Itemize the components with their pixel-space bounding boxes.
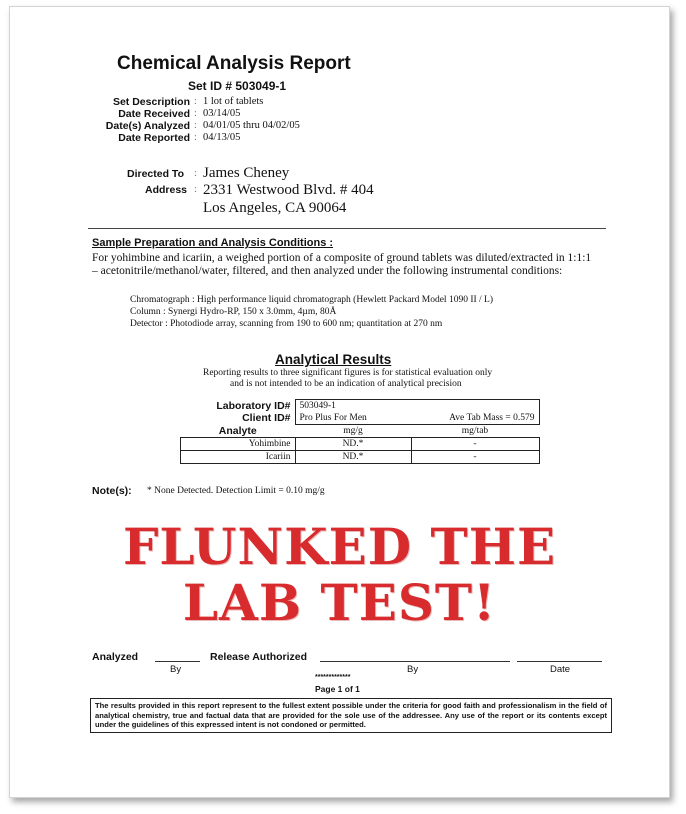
- analyte-name: Icariin: [181, 451, 296, 464]
- colon: :: [194, 132, 197, 143]
- report-title: Chemical Analysis Report: [117, 53, 351, 74]
- col-mgg: mg/g: [295, 425, 411, 438]
- address-line-2: Los Angeles, CA 90064: [203, 200, 347, 216]
- date-line: [517, 661, 602, 662]
- date-label: Date: [550, 664, 571, 675]
- conditions-paragraph: For yohimbine and icariin, a weighed portion of a composite of ground tablets was diluted/extracted in 1:1:1 – acetonitrile/methanol/water, filtered, and then analyzed under the following instrumental conditions:: [92, 252, 592, 277]
- results-note-1: Reporting results to three significant figures is for statistical evaluation only: [203, 368, 493, 378]
- address-line-1: 2331 Westwood Blvd. # 404: [203, 182, 374, 198]
- client-id-value: Pro Plus For Men: [295, 412, 411, 425]
- signature-line: [155, 661, 200, 662]
- set-id: Set ID # 503049-1: [188, 79, 287, 93]
- analyte-mgg: ND.*: [295, 438, 411, 451]
- detector-line: Detector : Photodiode array, scanning from 190 to 600 nm; quantitation at 270 nm: [130, 319, 443, 329]
- notes-text: * None Detected. Detection Limit = 0.10 mg/g: [147, 486, 325, 496]
- analyte-mgtab: -: [411, 451, 539, 464]
- meta-label: Date Reported: [118, 132, 190, 144]
- divider: [88, 228, 606, 229]
- separator-stars: *************: [315, 674, 351, 681]
- column-line: Column : Synergi Hydro-RP, 150 x 3.0mm, 4µm, 80Å: [130, 307, 337, 317]
- meta-labels: [10, 96, 190, 156]
- meta-label: Date Received: [118, 108, 190, 120]
- results-table: [180, 399, 540, 464]
- tab-mass: Ave Tab Mass = 0.579: [411, 412, 539, 425]
- meta-label: Date(s) Analyzed: [105, 120, 190, 132]
- stamp-line-1: FLUNKED THE: [122, 517, 557, 576]
- colon: :: [194, 120, 197, 131]
- analyzed-label: Analyzed: [92, 651, 139, 663]
- lab-id-label: Laboratory ID#: [216, 399, 291, 412]
- recipient-name: James Cheney: [203, 165, 290, 181]
- by-label: By: [170, 664, 182, 675]
- results-heading: Analytical Results: [275, 352, 392, 367]
- colon: :: [194, 96, 197, 107]
- stamp-line-2: LAB TEST!: [182, 573, 497, 632]
- lab-id-value: 503049-1: [295, 400, 539, 413]
- table-row: [181, 412, 540, 425]
- table-row: [181, 438, 540, 451]
- address-label: Address: [145, 184, 188, 196]
- analyte-mgtab: -: [411, 438, 539, 451]
- col-mgtab: mg/tab: [411, 425, 539, 438]
- colon: :: [194, 183, 198, 195]
- colon: :: [194, 108, 197, 119]
- table-row: [181, 451, 540, 464]
- report-page: [9, 6, 670, 798]
- meta-values: [203, 96, 403, 156]
- meta-label: Set Description: [112, 96, 190, 108]
- disclaimer: The results provided in this report represent to the fullest extent possible under the criteria for good faith and professionalism in the field of analytical chemistry, true and factual data that are provided for the sole use of the addressee. Any use of the report or its contents except under the guidelines of this expressed intent is not condoned or permitted.: [90, 698, 612, 733]
- meta-value: 03/14/05: [203, 108, 241, 119]
- meta-value: 04/13/05: [203, 132, 241, 143]
- meta-value: 04/01/05 thru 04/02/05: [203, 120, 300, 131]
- results-note-2: and is not intended to be an indication of analytical precision: [230, 379, 462, 389]
- analyte-name: Yohimbine: [181, 438, 296, 451]
- signature-line: [320, 661, 510, 662]
- analyte-mgg: ND.*: [295, 451, 411, 464]
- client-id-label: Client ID#: [242, 412, 291, 425]
- chromatograph-line: Chromatograph : High performance liquid chromatograph (Hewlett Packard Model 1090 II / L): [130, 295, 494, 305]
- table-row: [181, 425, 540, 438]
- meta-value: 1 lot of tablets: [203, 96, 264, 107]
- colon: :: [194, 167, 198, 179]
- conditions-heading: Sample Preparation and Analysis Conditions :: [92, 237, 334, 249]
- page-number: Page 1 of 1: [315, 684, 360, 694]
- by-label: By: [407, 664, 419, 675]
- col-analyte: Analyte: [181, 425, 296, 438]
- notes-label: Note(s):: [92, 485, 132, 497]
- release-label: Release Authorized: [210, 651, 308, 663]
- table-row: [181, 400, 540, 413]
- directed-to-label: Directed To: [127, 168, 184, 180]
